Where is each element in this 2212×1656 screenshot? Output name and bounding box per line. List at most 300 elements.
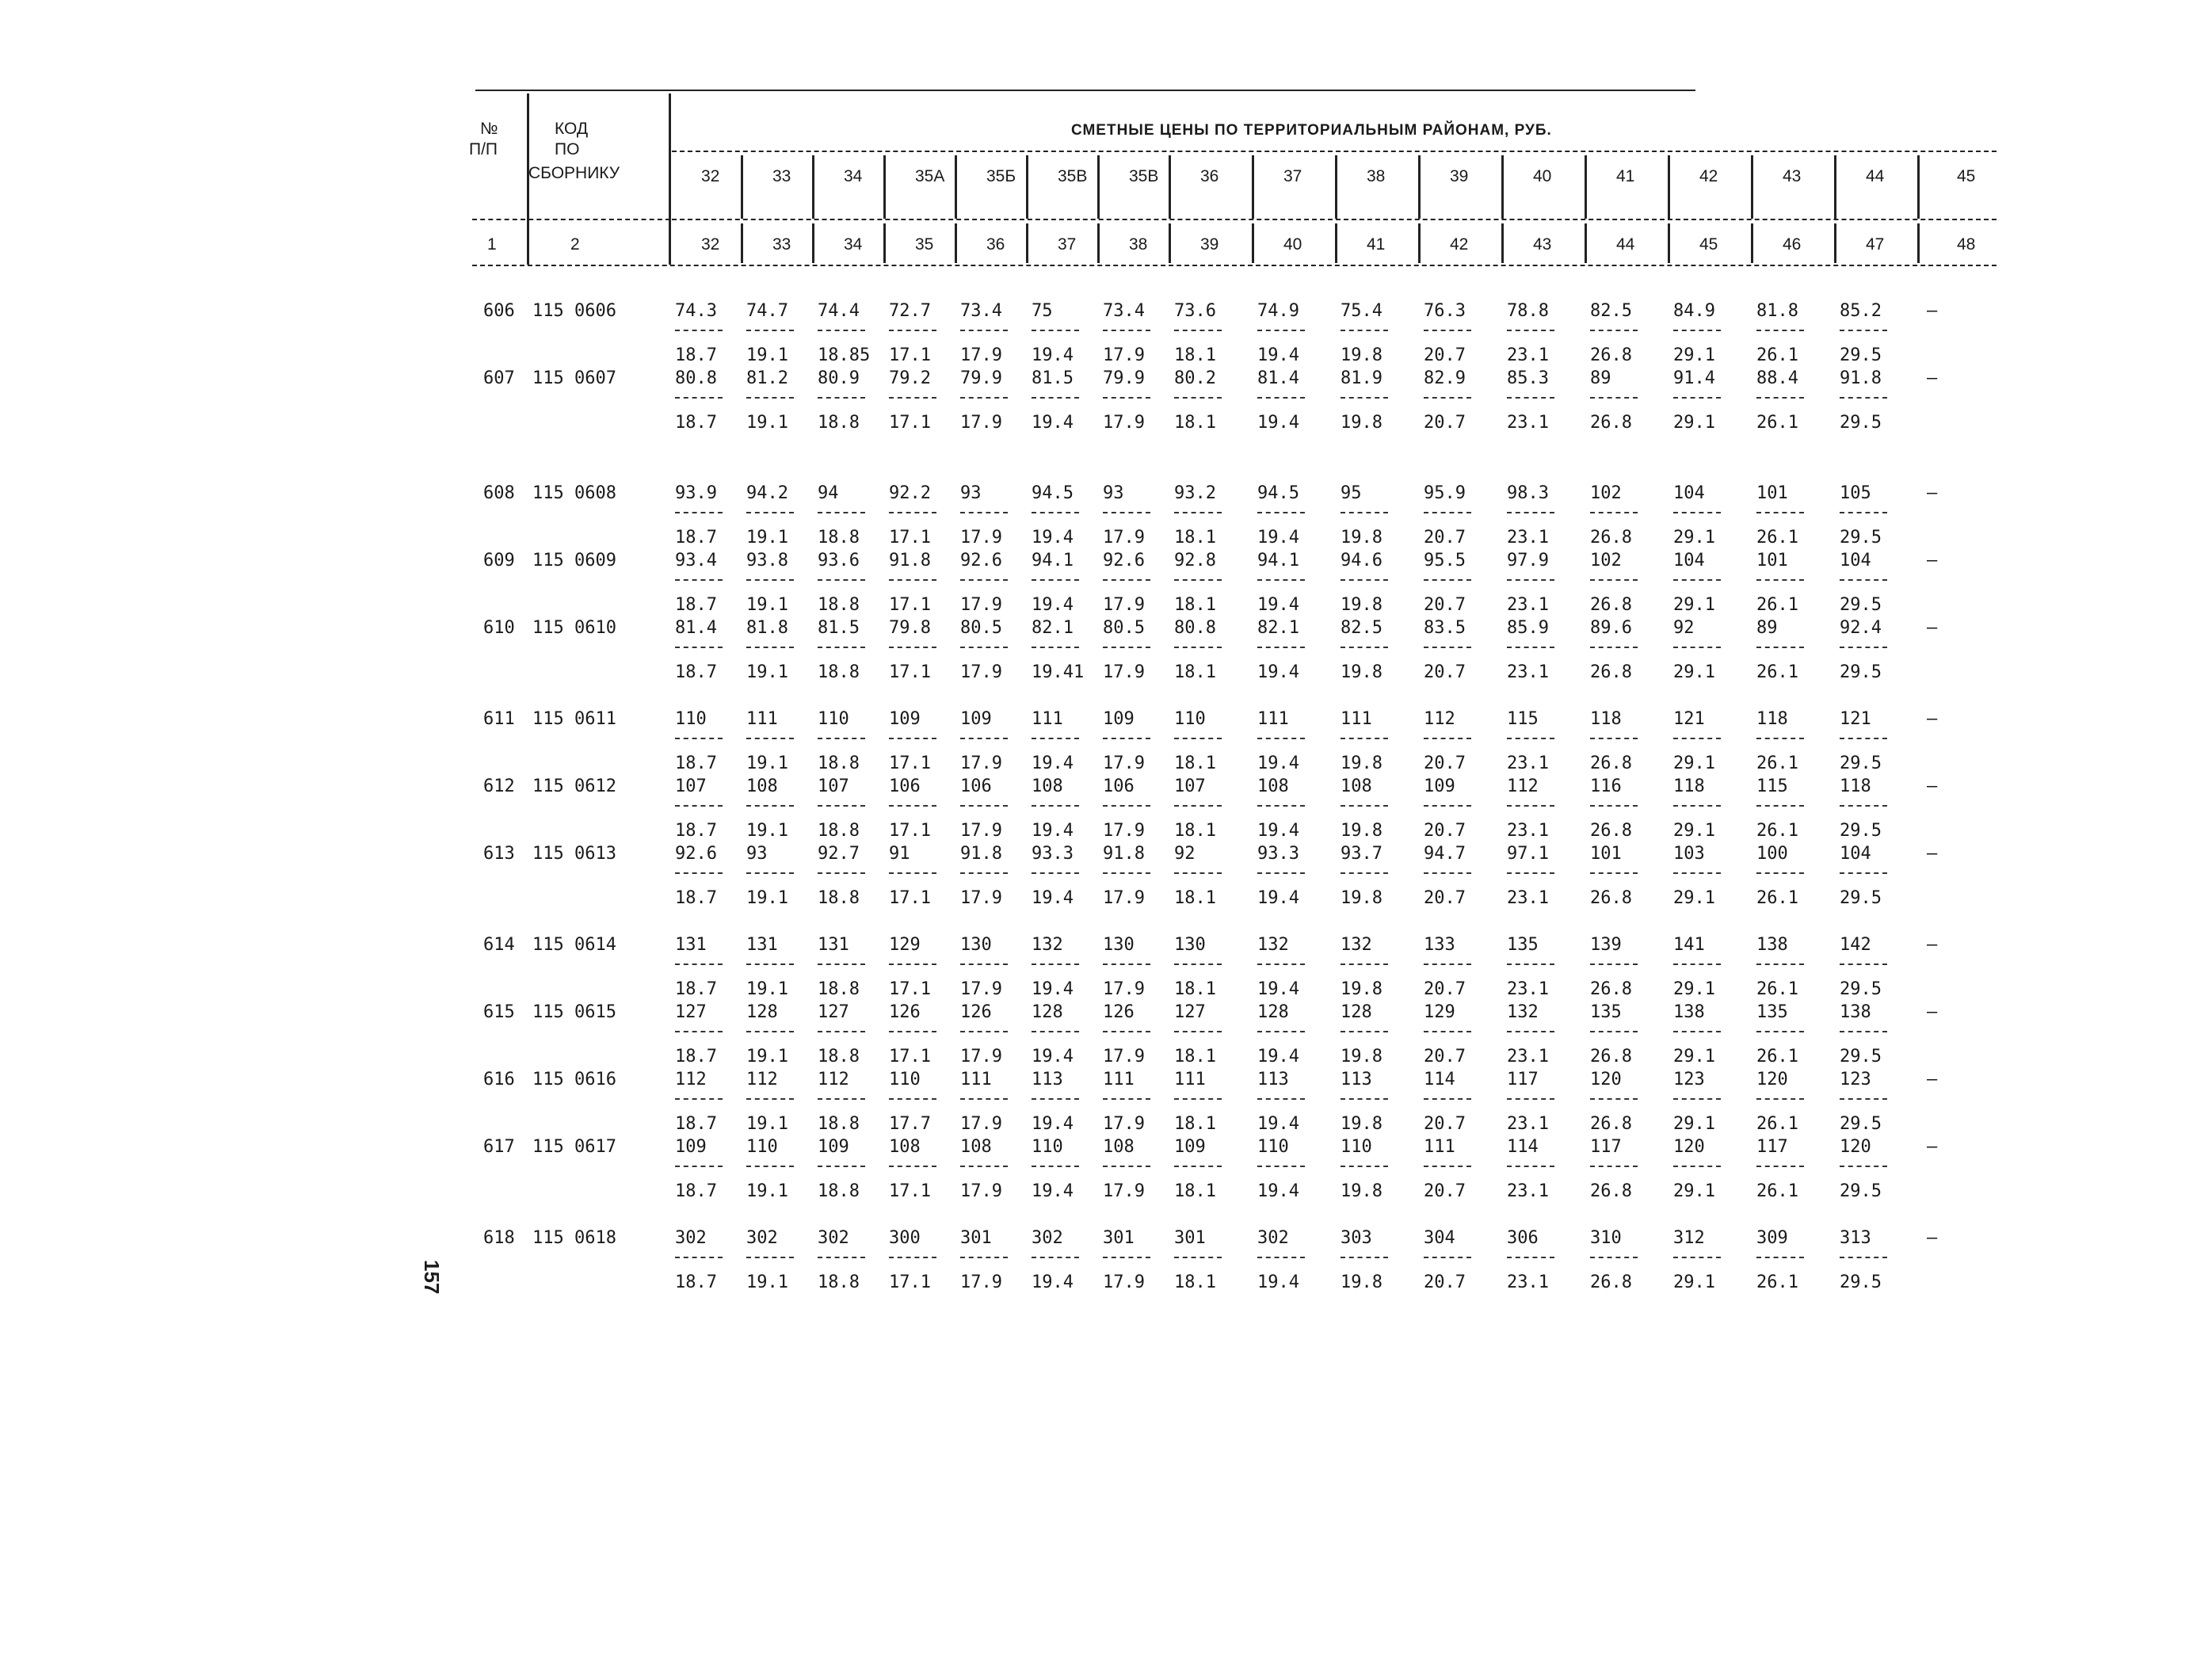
labor-value: 29.1 bbox=[1673, 754, 1715, 773]
labor-value: 18.7 bbox=[675, 1047, 717, 1066]
price-value: 100 bbox=[1756, 844, 1788, 864]
price-value: 84.9 bbox=[1673, 301, 1715, 321]
price-value: 300 bbox=[889, 1228, 921, 1248]
price-value: 114 bbox=[1507, 1137, 1539, 1157]
price-value: 95 bbox=[1341, 483, 1362, 503]
price-value: 73.4 bbox=[1103, 301, 1145, 321]
price-value: 102 bbox=[1590, 483, 1622, 503]
row-number: 614 bbox=[483, 935, 515, 955]
price-value: 117 bbox=[1756, 1137, 1788, 1157]
fraction-line bbox=[818, 512, 865, 513]
price-value: 94.2 bbox=[746, 483, 788, 503]
labor-value: 17.9 bbox=[1103, 528, 1145, 548]
fraction-line bbox=[1840, 1098, 1887, 1100]
row-code: 115 0614 bbox=[532, 935, 616, 955]
fraction-line bbox=[1673, 512, 1721, 513]
column-number-10: 40 bbox=[1283, 235, 1302, 254]
fraction-line bbox=[1424, 1257, 1471, 1258]
labor-value: 23.1 bbox=[1507, 1181, 1549, 1201]
fraction-line bbox=[960, 1166, 1008, 1167]
fraction-line bbox=[1756, 512, 1804, 513]
labor-value: 19.8 bbox=[1341, 662, 1382, 682]
price-value: 301 bbox=[960, 1228, 992, 1248]
fraction-line bbox=[1424, 1098, 1471, 1100]
fraction-line bbox=[1756, 963, 1804, 965]
district-divider-15 bbox=[1917, 155, 1920, 219]
price-value: 127 bbox=[818, 1002, 849, 1022]
row-number: 615 bbox=[483, 1002, 515, 1022]
price-value: 135 bbox=[1590, 1002, 1622, 1022]
price-value: 118 bbox=[1590, 709, 1622, 729]
labor-value: 29.5 bbox=[1840, 1047, 1882, 1066]
fraction-line bbox=[675, 647, 723, 648]
price-value: 107 bbox=[1174, 776, 1206, 796]
labor-value: 26.1 bbox=[1756, 888, 1798, 908]
labor-value: 19.4 bbox=[1257, 345, 1299, 365]
fraction-line bbox=[889, 512, 936, 513]
fraction-line bbox=[1424, 330, 1471, 331]
column-number-1: 2 bbox=[570, 235, 580, 254]
price-value: 75 bbox=[1032, 301, 1053, 321]
labor-value: 17.9 bbox=[960, 345, 1002, 365]
labor-value: 18.7 bbox=[675, 595, 717, 615]
district-divider-3 bbox=[955, 155, 957, 219]
labor-value: 17.1 bbox=[889, 528, 931, 548]
fraction-line bbox=[1590, 330, 1638, 331]
price-value: 79.2 bbox=[889, 368, 931, 388]
price-value: 118 bbox=[1840, 776, 1871, 796]
labor-value: 19.1 bbox=[746, 979, 788, 999]
fraction-line bbox=[1174, 805, 1222, 807]
fraction-line bbox=[1341, 1166, 1388, 1167]
colnum-divider-11 bbox=[1585, 223, 1587, 263]
fraction-line bbox=[960, 579, 1008, 581]
fraction-line bbox=[818, 579, 865, 581]
price-value: 106 bbox=[960, 776, 992, 796]
fraction-line bbox=[1840, 1031, 1887, 1032]
fraction-line bbox=[1673, 872, 1721, 874]
price-value: 110 bbox=[889, 1070, 921, 1089]
price-value: 129 bbox=[889, 935, 921, 955]
fraction-line bbox=[1756, 1098, 1804, 1100]
district-divider-5 bbox=[1097, 155, 1100, 219]
price-value: 76.3 bbox=[1424, 301, 1466, 321]
fraction-line bbox=[1341, 1031, 1388, 1032]
fraction-line bbox=[1103, 1257, 1150, 1258]
row-number: 616 bbox=[483, 1070, 515, 1089]
price-value: 94.5 bbox=[1032, 483, 1074, 503]
price-value: 108 bbox=[1032, 776, 1063, 796]
labor-value: 20.7 bbox=[1424, 1181, 1466, 1201]
labor-value: 26.1 bbox=[1756, 979, 1798, 999]
fraction-line bbox=[1424, 1166, 1471, 1167]
price-value: 115 bbox=[1756, 776, 1788, 796]
labor-value: 18.8 bbox=[818, 821, 860, 841]
fraction-line bbox=[960, 1098, 1008, 1100]
labor-value: 26.1 bbox=[1756, 754, 1798, 773]
labor-value: 19.41 bbox=[1032, 662, 1085, 682]
labor-value: 26.8 bbox=[1590, 1114, 1632, 1134]
row-number: 608 bbox=[483, 483, 515, 503]
labor-value: 17.9 bbox=[1103, 1114, 1145, 1134]
labor-value: 18.1 bbox=[1174, 1181, 1216, 1201]
fraction-line bbox=[1673, 1031, 1721, 1032]
labor-value: 23.1 bbox=[1507, 1047, 1549, 1066]
fraction-line bbox=[1032, 647, 1079, 648]
fraction-line bbox=[1032, 1098, 1079, 1100]
district-divider-7 bbox=[1252, 155, 1254, 219]
row-code: 115 0611 bbox=[532, 709, 616, 729]
labor-value: 20.7 bbox=[1424, 754, 1466, 773]
row-number: 609 bbox=[483, 551, 515, 570]
price-value: 111 bbox=[1032, 709, 1063, 729]
column-number-13: 43 bbox=[1533, 235, 1552, 254]
colnum-divider-8 bbox=[1335, 223, 1337, 263]
price-value: 91.8 bbox=[1103, 844, 1145, 864]
fraction-line bbox=[1673, 330, 1721, 331]
price-value: 128 bbox=[746, 1002, 778, 1022]
labor-value: 20.7 bbox=[1424, 528, 1466, 548]
labor-value: 19.1 bbox=[746, 1273, 788, 1292]
fraction-line bbox=[746, 1098, 794, 1100]
fraction-line bbox=[1673, 805, 1721, 807]
fraction-line bbox=[1174, 1098, 1222, 1100]
labor-value: 17.9 bbox=[960, 595, 1002, 615]
labor-value: 23.1 bbox=[1507, 1273, 1549, 1292]
fraction-line bbox=[746, 579, 794, 581]
fraction-line bbox=[1103, 579, 1150, 581]
colnum-divider-15 bbox=[1917, 223, 1920, 263]
labor-value: 19.4 bbox=[1032, 413, 1074, 433]
fraction-line bbox=[960, 963, 1008, 965]
fraction-line bbox=[1840, 738, 1887, 739]
price-value: 111 bbox=[1103, 1070, 1135, 1089]
fraction-line bbox=[1032, 805, 1079, 807]
row-number: 613 bbox=[483, 844, 515, 864]
price-value: 109 bbox=[675, 1137, 707, 1157]
price-value: 82.1 bbox=[1032, 618, 1074, 638]
row-code: 115 0607 bbox=[532, 368, 616, 388]
fraction-line bbox=[818, 647, 865, 648]
fraction-line bbox=[1174, 579, 1222, 581]
column-number-4: 34 bbox=[844, 235, 863, 254]
fraction-line bbox=[960, 805, 1008, 807]
fraction-line bbox=[1590, 872, 1638, 874]
labor-value: 26.8 bbox=[1590, 754, 1632, 773]
header-mid-rule-left bbox=[472, 219, 670, 220]
labor-value: 18.7 bbox=[675, 662, 717, 682]
labor-value: 19.8 bbox=[1341, 979, 1382, 999]
row-number: 617 bbox=[483, 1137, 515, 1157]
fraction-line bbox=[1103, 963, 1150, 965]
labor-value: 29.1 bbox=[1673, 1114, 1715, 1134]
price-value: 80.8 bbox=[1174, 618, 1216, 638]
labor-value: 18.1 bbox=[1174, 821, 1216, 841]
fraction-line bbox=[889, 579, 936, 581]
price-value: 102 bbox=[1590, 551, 1622, 570]
price-value: 108 bbox=[1257, 776, 1289, 796]
fraction-line bbox=[889, 1031, 936, 1032]
price-value: – bbox=[1927, 1137, 1938, 1157]
price-value: 112 bbox=[746, 1070, 778, 1089]
fraction-line bbox=[675, 963, 723, 965]
labor-value: 19.4 bbox=[1257, 595, 1299, 615]
labor-value: 18.1 bbox=[1174, 413, 1216, 433]
labor-value: 26.8 bbox=[1590, 979, 1632, 999]
district-divider-10 bbox=[1501, 155, 1504, 219]
labor-value: 18.1 bbox=[1174, 595, 1216, 615]
labor-value: 26.1 bbox=[1756, 1181, 1798, 1201]
district-divider-4 bbox=[1026, 155, 1028, 219]
price-value: 97.1 bbox=[1507, 844, 1549, 864]
labor-value: 23.1 bbox=[1507, 413, 1549, 433]
price-value: 120 bbox=[1673, 1137, 1705, 1157]
colnum-divider-7 bbox=[1252, 223, 1254, 263]
labor-value: 19.1 bbox=[746, 413, 788, 433]
price-value: 132 bbox=[1341, 935, 1372, 955]
fraction-line bbox=[889, 647, 936, 648]
labor-value: 26.1 bbox=[1756, 1047, 1798, 1066]
district-divider-13 bbox=[1751, 155, 1753, 219]
fraction-line bbox=[1174, 1166, 1222, 1167]
price-value: 123 bbox=[1840, 1070, 1871, 1089]
price-value: 110 bbox=[746, 1137, 778, 1157]
price-value: 93.3 bbox=[1257, 844, 1299, 864]
fraction-line bbox=[1103, 1098, 1150, 1100]
price-value: 109 bbox=[960, 709, 992, 729]
price-value: 104 bbox=[1673, 551, 1705, 570]
price-value: – bbox=[1927, 935, 1938, 955]
labor-value: 19.4 bbox=[1257, 1114, 1299, 1134]
price-value: 80.5 bbox=[960, 618, 1002, 638]
header-sep-1 bbox=[527, 93, 529, 265]
fraction-line bbox=[1507, 1257, 1554, 1258]
labor-value: 23.1 bbox=[1507, 662, 1549, 682]
fraction-line bbox=[1257, 1257, 1305, 1258]
fraction-line bbox=[675, 1257, 723, 1258]
price-value: 81.4 bbox=[675, 618, 717, 638]
fraction-line bbox=[675, 872, 723, 874]
labor-value: 18.1 bbox=[1174, 1114, 1216, 1134]
labor-value: 18.1 bbox=[1174, 979, 1216, 999]
price-value: 93.9 bbox=[675, 483, 717, 503]
price-value: 103 bbox=[1673, 844, 1705, 864]
row-number: 607 bbox=[483, 368, 515, 388]
labor-value: 23.1 bbox=[1507, 888, 1549, 908]
header-bottom-rule bbox=[472, 265, 1997, 266]
price-value: 73.6 bbox=[1174, 301, 1216, 321]
labor-value: 19.1 bbox=[746, 1114, 788, 1134]
labor-value: 19.8 bbox=[1341, 1047, 1382, 1066]
header-mid-rule bbox=[672, 219, 1997, 220]
district-label-5: 35В bbox=[1058, 167, 1088, 185]
labor-value: 19.8 bbox=[1341, 888, 1382, 908]
labor-value: 19.8 bbox=[1341, 1181, 1382, 1201]
price-value: 107 bbox=[818, 776, 849, 796]
price-value: 81.8 bbox=[1756, 301, 1798, 321]
colnum-divider-12 bbox=[1668, 223, 1670, 263]
labor-value: 17.7 bbox=[889, 1114, 931, 1134]
labor-value: 29.5 bbox=[1840, 979, 1882, 999]
fraction-line bbox=[675, 330, 723, 331]
price-value: 95.5 bbox=[1424, 551, 1466, 570]
fraction-line bbox=[960, 512, 1008, 513]
fraction-line bbox=[1756, 397, 1804, 399]
price-value: 104 bbox=[1840, 551, 1871, 570]
labor-value: 19.4 bbox=[1032, 345, 1074, 365]
labor-value: 18.8 bbox=[818, 754, 860, 773]
labor-value: 19.4 bbox=[1257, 754, 1299, 773]
labor-value: 29.5 bbox=[1840, 528, 1882, 548]
district-label-13: 42 bbox=[1699, 167, 1718, 185]
labor-value: 17.1 bbox=[889, 1273, 931, 1292]
labor-value: 18.85 bbox=[818, 345, 871, 365]
fraction-line bbox=[1032, 512, 1079, 513]
fraction-line bbox=[1032, 397, 1079, 399]
page-number: 157 bbox=[420, 1260, 444, 1295]
labor-value: 17.9 bbox=[960, 979, 1002, 999]
fraction-line bbox=[1341, 330, 1388, 331]
price-value: 91.8 bbox=[889, 551, 931, 570]
fraction-line bbox=[889, 1257, 936, 1258]
fraction-line bbox=[1840, 579, 1887, 581]
fraction-line bbox=[1424, 872, 1471, 874]
labor-value: 18.7 bbox=[675, 821, 717, 841]
colnum-divider-1 bbox=[812, 223, 814, 263]
price-value: 109 bbox=[889, 709, 921, 729]
labor-value: 18.7 bbox=[675, 888, 717, 908]
labor-value: 23.1 bbox=[1507, 345, 1549, 365]
price-value: 93.6 bbox=[818, 551, 860, 570]
fraction-line bbox=[960, 1257, 1008, 1258]
price-value: 104 bbox=[1673, 483, 1705, 503]
price-value: 130 bbox=[1103, 935, 1135, 955]
labor-value: 29.1 bbox=[1673, 413, 1715, 433]
labor-value: 19.1 bbox=[746, 345, 788, 365]
fraction-line bbox=[1507, 330, 1554, 331]
district-label-12: 41 bbox=[1616, 167, 1635, 185]
price-value: 81.5 bbox=[1032, 368, 1074, 388]
labor-value: 26.8 bbox=[1590, 413, 1632, 433]
fraction-line bbox=[1507, 963, 1554, 965]
price-value: 92.8 bbox=[1174, 551, 1216, 570]
fraction-line bbox=[1257, 1031, 1305, 1032]
labor-value: 17.1 bbox=[889, 754, 931, 773]
price-value: 95.9 bbox=[1424, 483, 1466, 503]
district-divider-12 bbox=[1668, 155, 1670, 219]
fraction-line bbox=[1257, 1166, 1305, 1167]
price-value: 132 bbox=[1257, 935, 1289, 955]
labor-value: 17.9 bbox=[1103, 595, 1145, 615]
labor-value: 17.9 bbox=[1103, 662, 1145, 682]
fraction-line bbox=[1673, 1166, 1721, 1167]
price-value: 93.2 bbox=[1174, 483, 1216, 503]
fraction-line bbox=[1507, 872, 1554, 874]
fraction-line bbox=[1590, 579, 1638, 581]
labor-value: 26.1 bbox=[1756, 413, 1798, 433]
price-value: 94.6 bbox=[1341, 551, 1382, 570]
price-value: 101 bbox=[1756, 483, 1788, 503]
district-divider-6 bbox=[1169, 155, 1171, 219]
fraction-line bbox=[1673, 1257, 1721, 1258]
fraction-line bbox=[1756, 647, 1804, 648]
labor-value: 17.9 bbox=[960, 413, 1002, 433]
fraction-line bbox=[1507, 579, 1554, 581]
price-value: 89 bbox=[1590, 368, 1611, 388]
district-label-7: 36 bbox=[1200, 167, 1219, 185]
district-divider-2 bbox=[883, 155, 886, 219]
price-value: 82.5 bbox=[1341, 618, 1382, 638]
price-value: 130 bbox=[1174, 935, 1206, 955]
price-value: 131 bbox=[675, 935, 707, 955]
price-value: 116 bbox=[1590, 776, 1622, 796]
fraction-line bbox=[1103, 738, 1150, 739]
price-value: 94.7 bbox=[1424, 844, 1466, 864]
labor-value: 29.1 bbox=[1673, 821, 1715, 841]
district-divider-9 bbox=[1418, 155, 1421, 219]
price-value: 81.5 bbox=[818, 618, 860, 638]
column-number-5: 35 bbox=[915, 235, 934, 254]
price-value: 120 bbox=[1756, 1070, 1788, 1089]
labor-value: 26.1 bbox=[1756, 662, 1798, 682]
labor-value: 17.9 bbox=[960, 821, 1002, 841]
labor-value: 19.8 bbox=[1341, 528, 1382, 548]
fraction-line bbox=[1174, 512, 1222, 513]
price-value: 101 bbox=[1590, 844, 1622, 864]
fraction-line bbox=[1840, 647, 1887, 648]
price-value: 301 bbox=[1174, 1228, 1206, 1248]
price-value: 74.3 bbox=[675, 301, 717, 321]
labor-value: 26.8 bbox=[1590, 345, 1632, 365]
price-value: 97.9 bbox=[1507, 551, 1549, 570]
labor-value: 19.4 bbox=[1257, 662, 1299, 682]
price-value: 139 bbox=[1590, 935, 1622, 955]
colnum-divider-0 bbox=[741, 223, 743, 263]
price-value: 112 bbox=[1507, 776, 1539, 796]
district-divider-8 bbox=[1335, 155, 1337, 219]
price-value: 94 bbox=[818, 483, 839, 503]
price-value: 115 bbox=[1507, 709, 1539, 729]
fraction-line bbox=[675, 1098, 723, 1100]
price-value: 133 bbox=[1424, 935, 1455, 955]
price-value: 138 bbox=[1673, 1002, 1705, 1022]
labor-value: 18.8 bbox=[818, 662, 860, 682]
labor-value: 20.7 bbox=[1424, 1114, 1466, 1134]
fraction-line bbox=[1174, 963, 1222, 965]
labor-value: 20.7 bbox=[1424, 1047, 1466, 1066]
price-value: 111 bbox=[1424, 1137, 1455, 1157]
labor-value: 18.8 bbox=[818, 528, 860, 548]
fraction-line bbox=[818, 872, 865, 874]
labor-value: 23.1 bbox=[1507, 821, 1549, 841]
fraction-line bbox=[1103, 330, 1150, 331]
fraction-line bbox=[889, 397, 936, 399]
price-value: 113 bbox=[1032, 1070, 1063, 1089]
fraction-line bbox=[1424, 397, 1471, 399]
price-value: 106 bbox=[889, 776, 921, 796]
price-value: 118 bbox=[1673, 776, 1705, 796]
labor-value: 17.9 bbox=[1103, 1181, 1145, 1201]
fraction-line bbox=[960, 872, 1008, 874]
price-value: 127 bbox=[1174, 1002, 1206, 1022]
price-value: 94.1 bbox=[1257, 551, 1299, 570]
price-value: 92.2 bbox=[889, 483, 931, 503]
price-value: 83.5 bbox=[1424, 618, 1466, 638]
price-value: 120 bbox=[1840, 1137, 1871, 1157]
labor-value: 19.1 bbox=[746, 1181, 788, 1201]
fraction-line bbox=[960, 647, 1008, 648]
price-value: 117 bbox=[1590, 1137, 1622, 1157]
